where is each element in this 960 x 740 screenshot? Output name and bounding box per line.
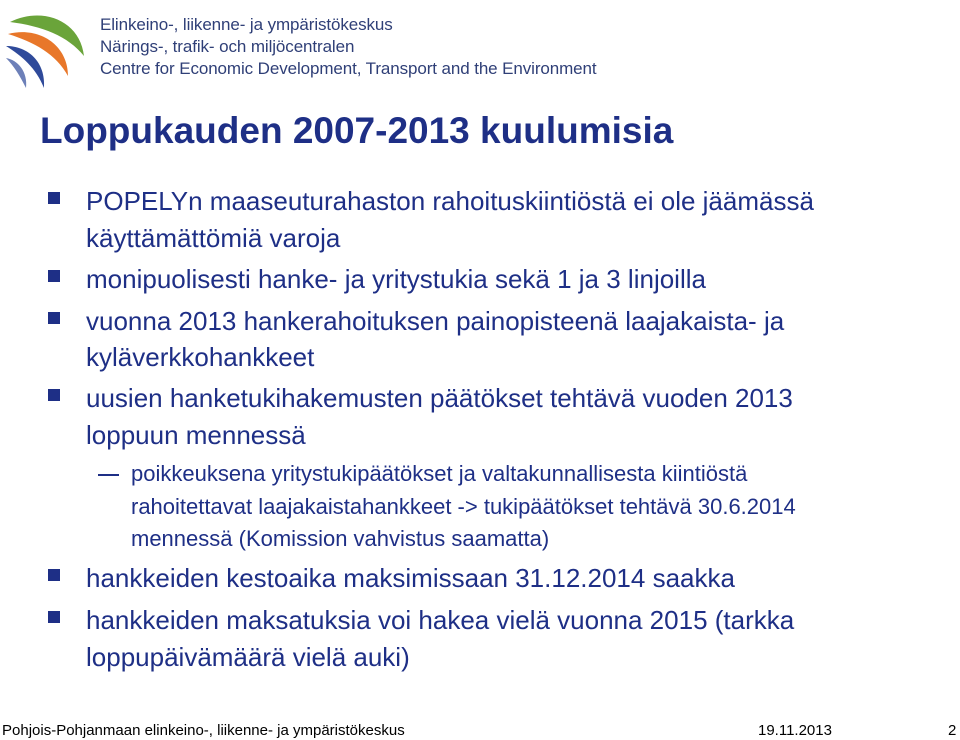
org-name-english: Centre for Economic Development, Transport and the Environment bbox=[100, 59, 597, 78]
bullet-marker bbox=[48, 389, 60, 401]
bullet-4-line-2: loppuun mennessä bbox=[86, 420, 306, 450]
bullet-3-line-2: kyläverkkohankkeet bbox=[86, 342, 315, 372]
sub-bullet-line-1: poikkeuksena yritystukipäätökset ja valtakunnallisesta kiintiöstä bbox=[131, 461, 748, 486]
footer-date: 19.11.2013 bbox=[758, 722, 832, 739]
bullet-6-line-2: loppupäivämäärä vielä auki) bbox=[86, 642, 410, 672]
sub-bullet-line-3: mennessä (Komission vahvistus saamatta) bbox=[131, 526, 550, 551]
bullet-1-line-2: käyttämättömiä varoja bbox=[86, 223, 341, 253]
bullet-6-line-1: hankkeiden maksatuksia voi hakea vielä vuonna 2015 (tarkka bbox=[86, 605, 795, 635]
footer-page-number: 2 bbox=[948, 722, 957, 739]
bullet-marker bbox=[48, 569, 60, 581]
bullet-marker bbox=[48, 270, 60, 282]
bullet-marker bbox=[48, 312, 60, 324]
footer-organization: Pohjois-Pohjanmaan elinkeino-, liikenne- ja ympäristökeskus bbox=[2, 722, 405, 739]
slide-title: Loppukauden 2007-2013 kuulumisia bbox=[40, 110, 674, 151]
bullet-5-line-1: hankkeiden kestoaika maksimissaan 31.12.2014 saakka bbox=[86, 563, 735, 593]
bullet-4-line-1: uusien hanketukihakemusten päätökset tehtävä vuoden 2013 bbox=[86, 383, 793, 413]
bullet-2-line-1: monipuolisesti hanke- ja yritystukia sekä 1 ja 3 linjoilla bbox=[86, 264, 706, 294]
sub-bullet-line-2: rahoitettavat laajakaistahankkeet -> tukipäätökset tehtävä 30.6.2014 bbox=[131, 494, 796, 519]
org-name-swedish: Närings-, trafik- och miljöcentralen bbox=[100, 37, 355, 56]
bullet-3-line-1: vuonna 2013 hankerahoituksen painopisteenä laajakaista- ja bbox=[86, 306, 785, 336]
bullet-1-line-1: POPELYn maaseuturahaston rahoituskiintiöstä ei ole jäämässä bbox=[86, 186, 814, 216]
org-name-finnish: Elinkeino-, liikenne- ja ympäristökeskus bbox=[100, 15, 393, 34]
bullet-marker bbox=[48, 192, 60, 204]
sub-bullet-dash bbox=[98, 474, 119, 476]
bullet-marker bbox=[48, 611, 60, 623]
